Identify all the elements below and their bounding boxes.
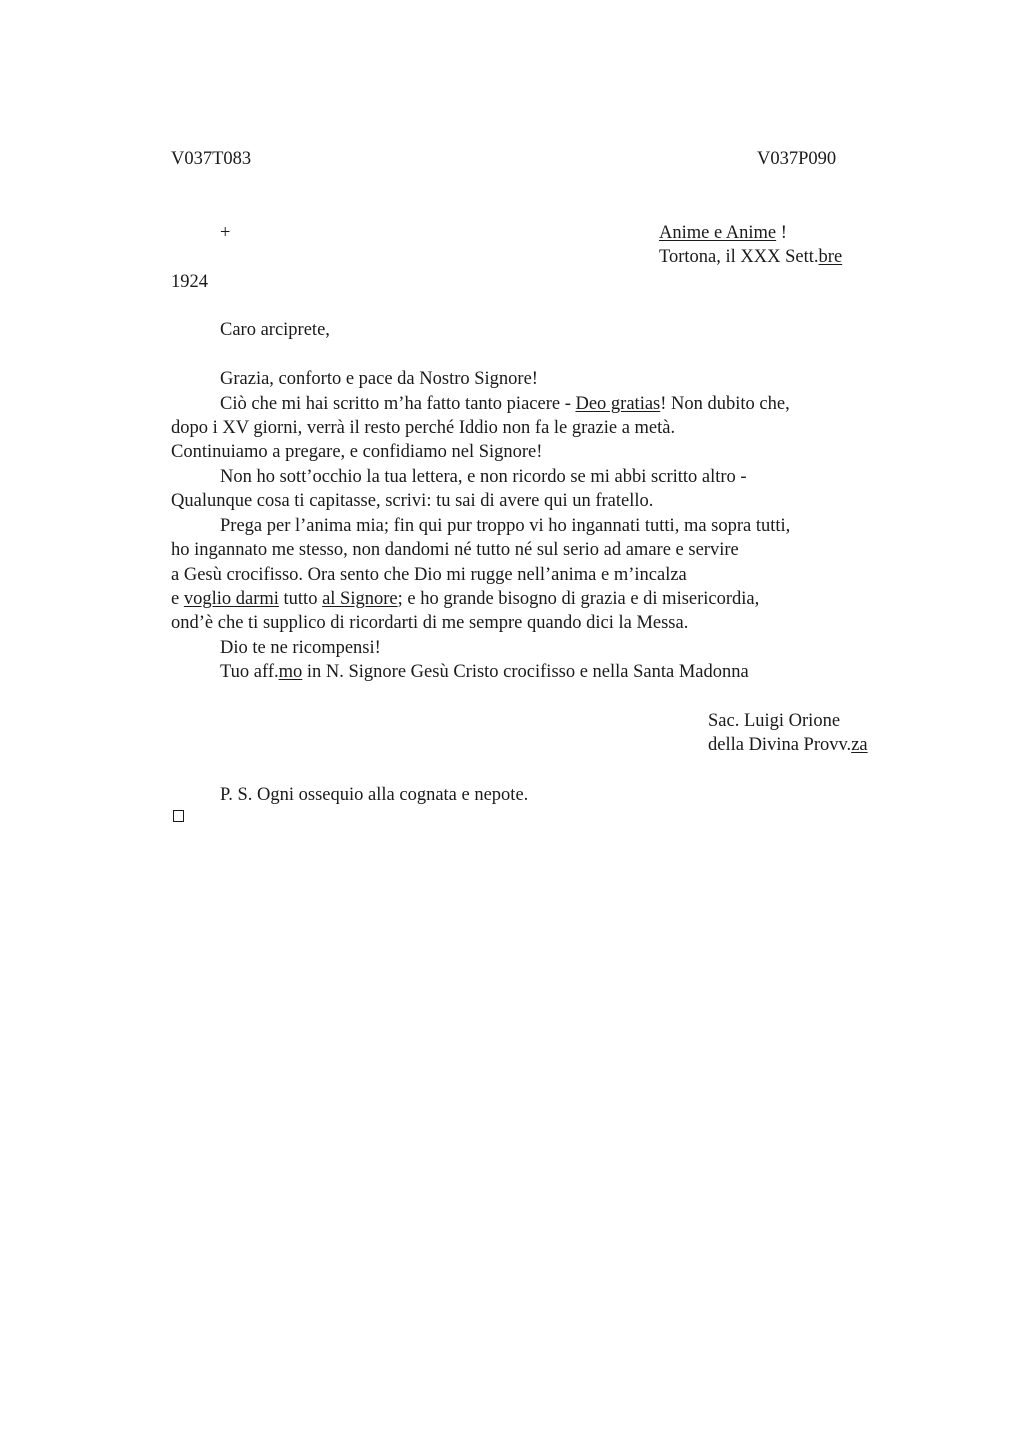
body-underlined: al Signore [322, 589, 398, 609]
signature-title-text: della Divina Provv. [708, 735, 852, 755]
body-line: ond’è che ti supplico di ricordarti di me sempre quando dici la Messa. [171, 613, 689, 633]
body-text: ! Non dubito che, [660, 394, 790, 414]
body-line: Dio te ne ricompensi! [220, 638, 381, 658]
body-line: Non ho sott’occhio la tua lettera, e non ricordo se mi abbi scritto altro - [220, 467, 747, 487]
document-code-right: V037P090 [757, 149, 837, 169]
place-date-abbrev: bre [818, 247, 843, 267]
body-text: ; e ho grande bisogno di grazia e di misericordia, [397, 589, 760, 609]
body-text: Ciò che mi hai scritto m’ha fatto tanto piacere - [220, 394, 576, 414]
end-marker-box [173, 810, 184, 822]
document-code-left: V037T083 [171, 149, 252, 169]
body-text: tutto [278, 589, 323, 609]
body-underlined: Deo gratias [575, 394, 661, 414]
body-line [220, 392, 790, 416]
postscript: P. S. Ogni ossequio alla cognata e nepote. [220, 785, 529, 805]
signature-title-abbrev: za [851, 735, 868, 755]
motto-tail: ! [776, 223, 787, 243]
place-date [659, 245, 842, 269]
closing-text: in N. Signore Gesù Cristo crocifisso e nella Santa Madonna [302, 662, 749, 682]
date-year: 1924 [171, 272, 208, 292]
body-line: ho ingannato me stesso, non dandomi né tutto né sul serio ad amare e servire [171, 540, 739, 560]
body-line: Qualunque cosa ti capitasse, scrivi: tu sai di avere qui un fratello. [171, 491, 654, 511]
body-line: Prega per l’anima mia; fin qui pur troppo vi ho ingannati tutti, ma sopra tutti, [220, 516, 791, 536]
place-date-text: Tortona, il XXX Sett. [659, 247, 819, 267]
signature-name: Sac. Luigi Orione [708, 711, 841, 731]
body-line: Continuiamo a pregare, e confidiamo nel Signore! [171, 442, 543, 462]
closing-text: Tuo aff. [220, 662, 279, 682]
body-line: a Gesù crocifisso. Ora sento che Dio mi rugge nell’anima e m’incalza [171, 565, 687, 585]
cross-mark: + [220, 223, 231, 243]
body-line: dopo i XV giorni, verrà il resto perché Iddio non fa le grazie a metà. [171, 418, 676, 438]
body-underlined: voglio darmi [183, 589, 279, 609]
signature-title [708, 733, 868, 757]
body-line [171, 587, 759, 611]
closing-underlined: mo [278, 662, 303, 682]
motto [659, 221, 787, 245]
salutation: Caro arciprete, [220, 320, 330, 340]
greeting-line: Grazia, conforto e pace da Nostro Signore! [220, 369, 538, 389]
closing-line [220, 660, 749, 684]
motto-underlined: Anime e Anime [659, 223, 777, 243]
body-text: e [171, 589, 184, 609]
